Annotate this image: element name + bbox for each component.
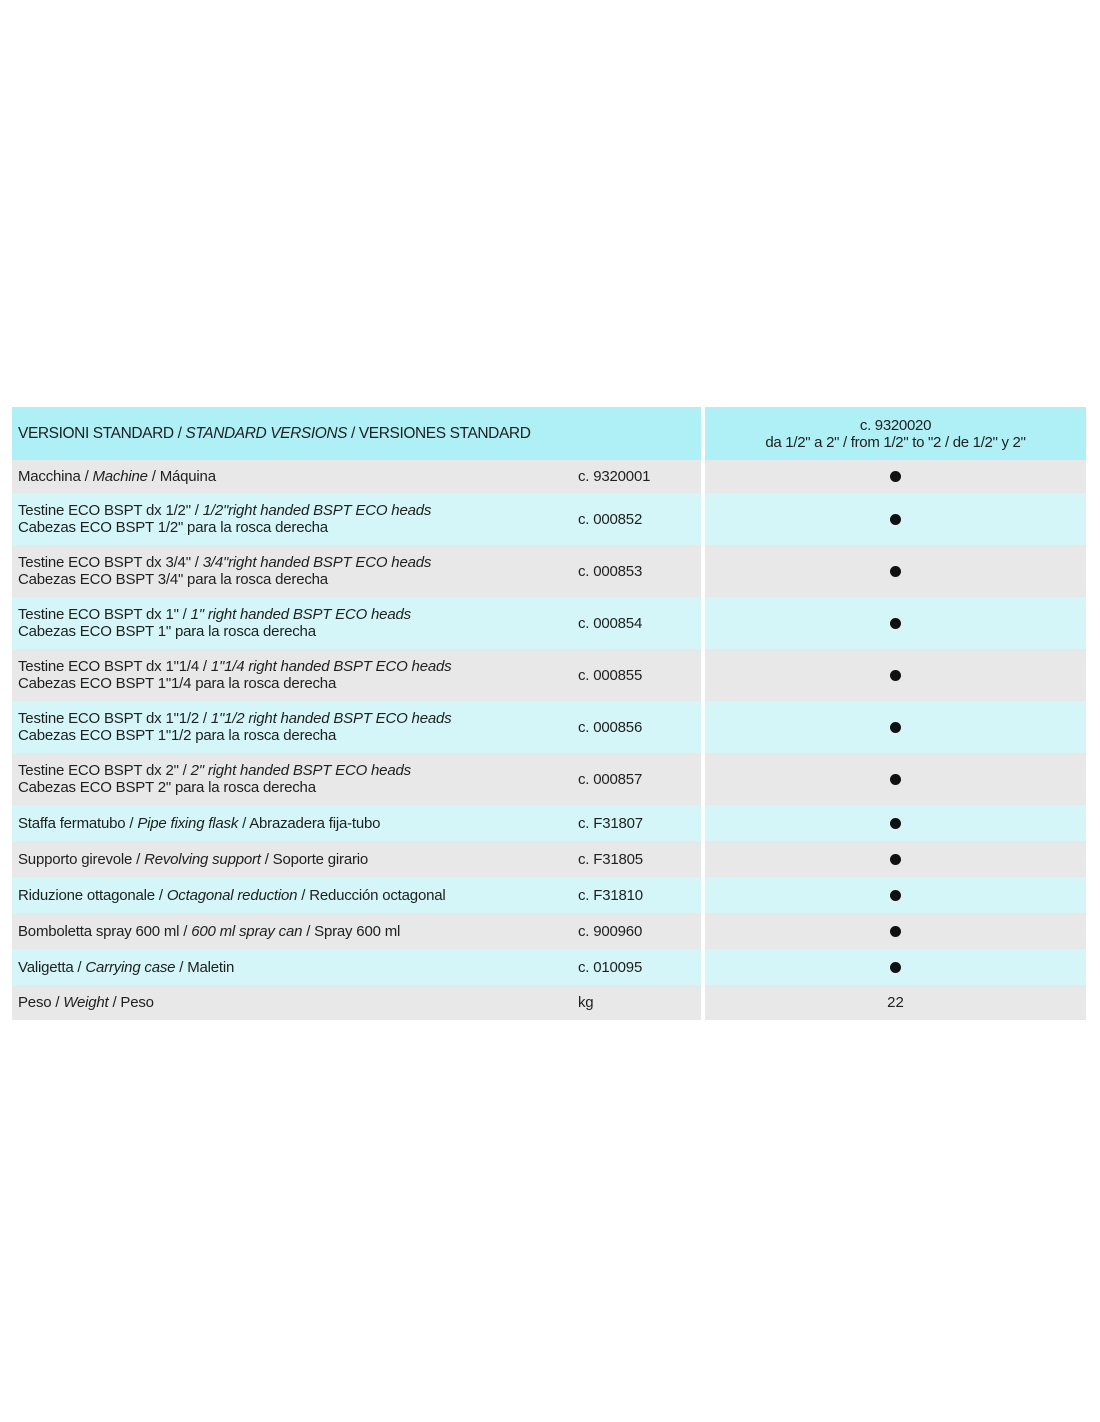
item-description-line [18, 658, 574, 675]
weight-value: 22 [887, 994, 904, 1011]
weight-label-line [18, 994, 574, 1011]
table-row [12, 753, 1086, 805]
weight-label-it: Peso / [18, 994, 64, 1011]
bullet-dot-icon [890, 471, 901, 482]
item-name-es: / Spray 600 ml [302, 922, 401, 940]
bullet-dot-icon [890, 670, 901, 681]
item-name-es: / Abrazadera fija-tubo [238, 814, 381, 832]
table-row [12, 805, 1086, 841]
item-description [12, 649, 574, 701]
item-name-es: Cabezas ECO BSPT 1"1/2 para la rosca derecha [18, 727, 337, 744]
item-description-line [18, 468, 574, 485]
item-name-it: Testine ECO BSPT dx 2" / [18, 762, 191, 779]
bullet-dot-icon [890, 890, 901, 901]
item-description-line [18, 710, 574, 727]
table-row [12, 877, 1086, 913]
item-code: c. 000853 [578, 562, 643, 580]
bullet-dot-icon [890, 566, 901, 577]
item-description [12, 753, 574, 805]
bullet-dot-icon [890, 962, 901, 973]
item-description [12, 460, 574, 493]
item-name-en: 1"1/4 right handed BSPT ECO heads [210, 658, 452, 675]
item-description-line [18, 887, 574, 904]
item-code: c. 000855 [578, 666, 643, 684]
table-row [12, 545, 1086, 597]
table-row [12, 913, 1086, 949]
included-cell [705, 841, 1086, 877]
item-description [12, 913, 574, 949]
item-name-it: Riduzione ottagonale / [18, 886, 167, 904]
item-description [12, 701, 574, 753]
item-name-it: Testine ECO BSPT dx 1"1/4 / [18, 658, 211, 675]
included-cell [705, 597, 1086, 649]
item-name-es: Cabezas ECO BSPT 1"1/4 para la rosca derecha [18, 675, 337, 692]
item-description [12, 841, 574, 877]
header-title [12, 407, 574, 460]
item-name-es: / Soporte girario [260, 850, 369, 868]
bullet-dot-icon [890, 618, 901, 629]
item-name-it: Testine ECO BSPT dx 1" / [18, 606, 191, 623]
item-name-en: 600 ml spray can [191, 922, 303, 940]
weight-label-en: Weight [63, 994, 109, 1011]
bullet-dot-icon [890, 722, 901, 733]
item-name-it: Testine ECO BSPT dx 1/2" / [18, 502, 203, 519]
item-name-it: Bomboletta spray 600 ml / [18, 922, 192, 940]
item-code: c. 900960 [578, 922, 643, 940]
table-header-row [12, 407, 1086, 460]
item-name-en: Machine [92, 468, 148, 485]
table-row [12, 841, 1086, 877]
item-code: c. 000857 [578, 770, 643, 788]
item-description-line [18, 762, 574, 779]
item-name-it: Macchina / [18, 468, 93, 485]
item-code: c. F31805 [578, 850, 643, 868]
item-description-line [18, 815, 574, 832]
item-code: c. F31810 [578, 886, 643, 904]
item-description [12, 597, 574, 649]
weight-label [12, 985, 574, 1020]
header-title-it: VERSIONI STANDARD / [18, 425, 186, 442]
included-cell [705, 701, 1086, 753]
table-row [12, 493, 1086, 545]
bullet-dot-icon [890, 818, 901, 829]
item-name-it: Valigetta / [18, 958, 86, 976]
item-code: c. 000852 [578, 510, 643, 528]
item-name-it: Supporto girevole / [18, 850, 145, 868]
item-description-line [18, 959, 574, 976]
header-code-cell [574, 407, 701, 460]
item-name-en: 1" right handed BSPT ECO heads [190, 606, 411, 623]
included-cell [705, 545, 1086, 597]
item-name-en: 1"1/2 right handed BSPT ECO heads [210, 710, 452, 727]
included-cell [705, 805, 1086, 841]
header-model-range: da 1/2" a 2" / from 1/2" to "2 / de 1/2" y 2" [765, 433, 1026, 451]
item-name-it: Testine ECO BSPT dx 3/4" / [18, 554, 203, 571]
item-name-es: Cabezas ECO BSPT 3/4" para la rosca derecha [18, 571, 328, 588]
item-description-line [18, 502, 574, 519]
item-description [12, 805, 574, 841]
header-title-line [18, 425, 574, 442]
item-description-line [18, 851, 574, 868]
item-name-es: Cabezas ECO BSPT 2" para la rosca derecha [18, 779, 316, 796]
item-name-en: Octagonal reduction [166, 886, 298, 904]
item-name-es: Cabezas ECO BSPT 1/2" para la rosca derecha [18, 519, 328, 536]
weight-label-es: / Peso [108, 994, 154, 1011]
item-description [12, 877, 574, 913]
included-cell [705, 877, 1086, 913]
item-name-it: Staffa fermatubo / [18, 814, 138, 832]
included-cell [705, 649, 1086, 701]
weight-row [12, 985, 1086, 1020]
weight-unit: kg [578, 994, 594, 1011]
item-code: c. 000856 [578, 718, 643, 736]
item-name-es: / Maletin [175, 958, 235, 976]
table-row [12, 701, 1086, 753]
item-name-es: / Reducción octagonal [297, 886, 446, 904]
item-name-en: 1/2"right handed BSPT ECO heads [202, 502, 432, 519]
item-description-line [18, 606, 574, 623]
item-name-it: Testine ECO BSPT dx 1"1/2 / [18, 710, 211, 727]
standard-versions-table [12, 407, 1086, 1020]
item-code: c. 000854 [578, 614, 643, 632]
included-cell [705, 493, 1086, 545]
table-row [12, 460, 1086, 493]
item-name-en: 3/4"right handed BSPT ECO heads [202, 554, 432, 571]
table-row [12, 597, 1086, 649]
item-name-es: Cabezas ECO BSPT 1" para la rosca derecha [18, 623, 316, 640]
item-code: c. 010095 [578, 958, 643, 976]
header-model-code: c. 9320020 [859, 416, 932, 434]
header-title-es: / VERSIONES STANDARD [347, 425, 531, 442]
item-description-line [18, 923, 574, 940]
bullet-dot-icon [890, 854, 901, 865]
included-cell [705, 460, 1086, 493]
bullet-dot-icon [890, 926, 901, 937]
bullet-dot-icon [890, 774, 901, 785]
item-name-en: Carrying case [85, 958, 176, 976]
bullet-dot-icon [890, 514, 901, 525]
item-name-es: / Máquina [147, 468, 216, 485]
item-description [12, 545, 574, 597]
item-name-en: Revolving support [144, 850, 261, 868]
item-name-en: Pipe fixing flask [137, 814, 239, 832]
header-title-en: STANDARD VERSIONS [185, 425, 348, 442]
item-code: c. F31807 [578, 814, 643, 832]
header-model-cell [705, 407, 1086, 460]
item-description [12, 493, 574, 545]
included-cell [705, 913, 1086, 949]
item-code: c. 9320001 [578, 468, 651, 485]
included-cell [705, 949, 1086, 985]
item-description-line [18, 554, 574, 571]
included-cell [705, 753, 1086, 805]
table-row [12, 949, 1086, 985]
item-name-en: 2" right handed BSPT ECO heads [190, 762, 411, 779]
item-description [12, 949, 574, 985]
table-row [12, 649, 1086, 701]
